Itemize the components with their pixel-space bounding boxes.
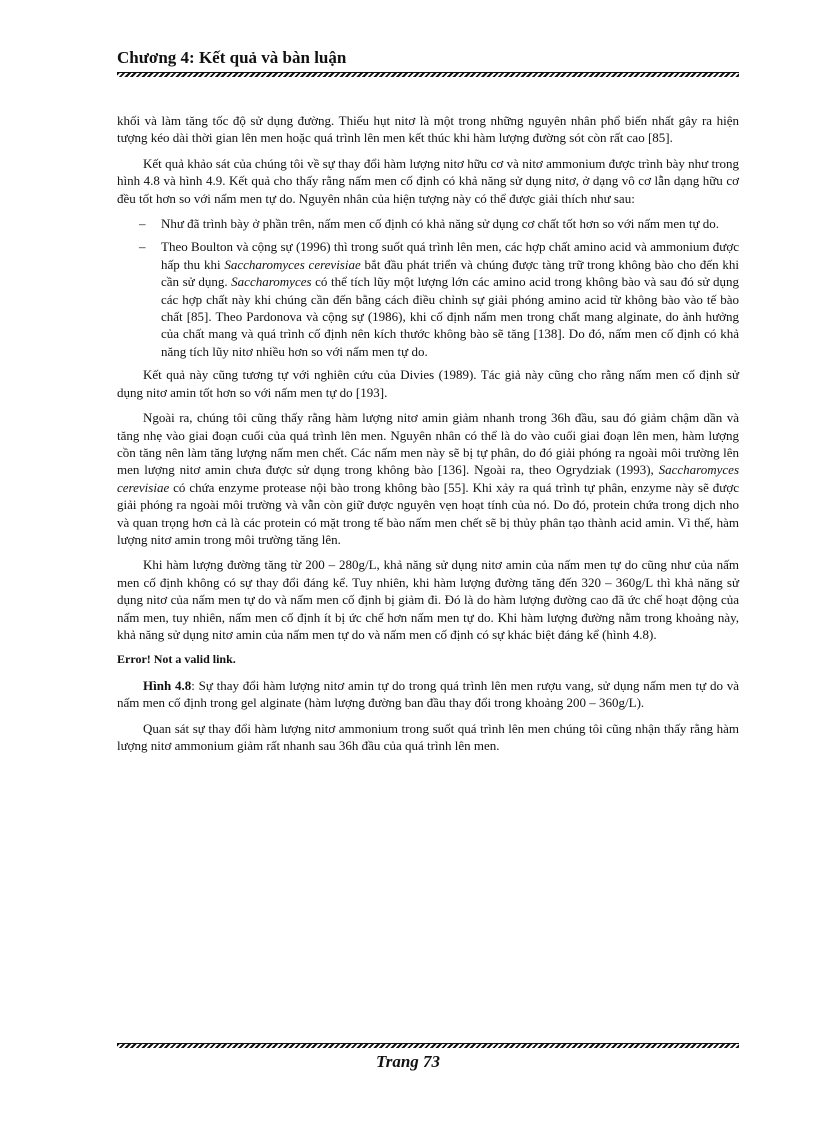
text-span: Ngoài ra, chúng tôi cũng thấy rằng hàm lượng nitơ amin giảm nhanh trong 36h đầu, sau đó giảm chậm dần và tăng nhẹ vào giai đoạn cuối của quá trình lên men. Nguyên nhân có thể là do vào cuối giai đoạn lên men, hàm lượng cồn tăng nên làm tăng lượng nấm men chết. Các nấm men này sẽ bị tự phân, do đó giải phóng ra ngoài môi trường lên men lượng nitơ amin chưa được sử dụng trong không bào [136]. Ngoài ra, theo Ogrydziak (1993),	[117, 410, 739, 478]
text-span: có thể tích lũy một lượng lớn các amino acid trong không bào và sau đó sử dụng các hợp chất này khi chúng cần đến bằng cách điều chỉnh sự giải phóng amino acid từ không bào vào tế bào chất [85]. Theo Pardonova và cộng sự (1986), khi cố định nấm men trong chất mang alginate, do ảnh hưởng của chất mang và quá trình cố định nên kích thước không bào sẽ tăng [138]. Do đó, nấm men cố định có khả năng tích lũy nitơ nhiều hơn so với nấm men tự do.	[161, 274, 739, 359]
figure-label: Hình 4.8	[143, 677, 192, 693]
genus-name: Saccharomyces	[231, 274, 312, 290]
paragraph-1: khối và làm tăng tốc độ sử dụng đường. Thiếu hụt nitơ là một trong những nguyên nhân phổ biến nhất gây ra hiện tượng kéo dài thời gian lên men hoặc quá trình lên men kết thúc khi hàm lượng đường sót còn rất cao [85].	[117, 113, 739, 146]
figure-caption	[117, 677, 739, 712]
paragraph-6: Quan sát sự thay đổi hàm lượng nitơ ammonium trong suốt quá trình lên men chúng tôi cũng nhận thấy rằng hàm lượng nitơ ammonium giảm rất nhanh sau 36h đầu của quá trình lên men.	[117, 720, 739, 753]
footer-rule	[117, 1043, 739, 1048]
explanation-list	[117, 215, 739, 360]
paragraph-4	[117, 409, 739, 548]
species-name: Saccharomyces cerevisiae	[224, 256, 361, 272]
species-name: Saccharomyces cerevisiae	[117, 462, 739, 495]
paragraph-3: Kết quả này cũng tương tự với nghiên cứu của Divies (1989). Tác giả này cũng cho rằng nấm men cố định sử dụng nitơ amin tốt hơn so với nấm men tự do [193].	[117, 367, 739, 400]
text-span: Theo Boulton và cộng sự (1996) thì trong suốt quá trình lên men, các hợp chất amino acid và ammonium được hấp thu khi	[161, 239, 739, 272]
paragraph-2: Kết quả khảo sát của chúng tôi về sự thay đổi hàm lượng nitơ hữu cơ và nitơ ammonium được trình bày như trong hình 4.8 và hình 4.9. Kết quả cho thấy rằng nấm men cố định có khả năng sử dụng nitơ, ở dạng vô cơ lẫn dạng hữu cơ đều tốt hơn so với nấm men tự do. Nguyên nhân của hiện tượng này có thể được giải thích như sau:	[117, 155, 739, 206]
text-span: bắt đầu phát triển và chúng được tàng trữ trong không bào cho đến khi cần sử dụng.	[161, 256, 739, 290]
header-rule	[117, 72, 739, 77]
list-item: – Như đã trình bày ở phần trên, nấm men cố định có khả năng sử dụng cơ chất tốt hơn so với nấm men tự do.	[161, 215, 739, 232]
document-body	[117, 112, 739, 762]
paragraph-5: Khi hàm lượng đường tăng từ 200 – 280g/L, khả năng sử dụng nitơ amin của nấm men tự do cũng như của nấm men cố định không có sự thay đổi đáng kể. Tuy nhiên, khi hàm lượng đường tăng đến 320 – 360g/L thì khả năng sử dụng nitơ của nấm men tự do và nấm men cố định bị giảm đi. Đó là do hàm lượng đường cao đã ức chế hoạt động của nấm men, tuy nhiên, nấm men cố định ít bị ức chế hơn nấm men tự do. Khi hàm lượng đường nằm trong khoảng này, khả năng sử dụng nitơ amin của nấm men tự do và nấm men cố định có sự khác biệt đáng kể (hình 4.8).	[117, 557, 739, 642]
page-number: Trang 73	[375, 1052, 441, 1071]
caption-text: : Sự thay đổi hàm lượng nitơ amin tự do trong quá trình lên men rượu vang, sử dụng nấm men tự do và nấm men cố định trong gel alginate (hàm lượng đường ban đầu thay đổi trong khoảng 200 – 360g/L).	[117, 677, 739, 711]
chapter-title: Chương 4: Kết quả và bàn luận	[117, 48, 347, 67]
list-item	[161, 238, 739, 360]
broken-link-error: Error! Not a valid link.	[117, 652, 236, 667]
text-span: có chứa enzyme protease nội bào trong không bào [55]. Khi xảy ra quá trình tự phân, enzyme này sẽ được giải phóng ra ngoài môi trường và vẫn còn giữ được nguyên vẹn hoạt tính của nó. Do đó, protein chứa trong dịch nho và quan trọng hơn cả là các protein có mặt trong tế bào nấm men chết sẽ bị thủy phân tạo thành acid amin. Vì thế, hàm lượng nitơ amin trong môi trường tăng lên.	[117, 479, 739, 547]
